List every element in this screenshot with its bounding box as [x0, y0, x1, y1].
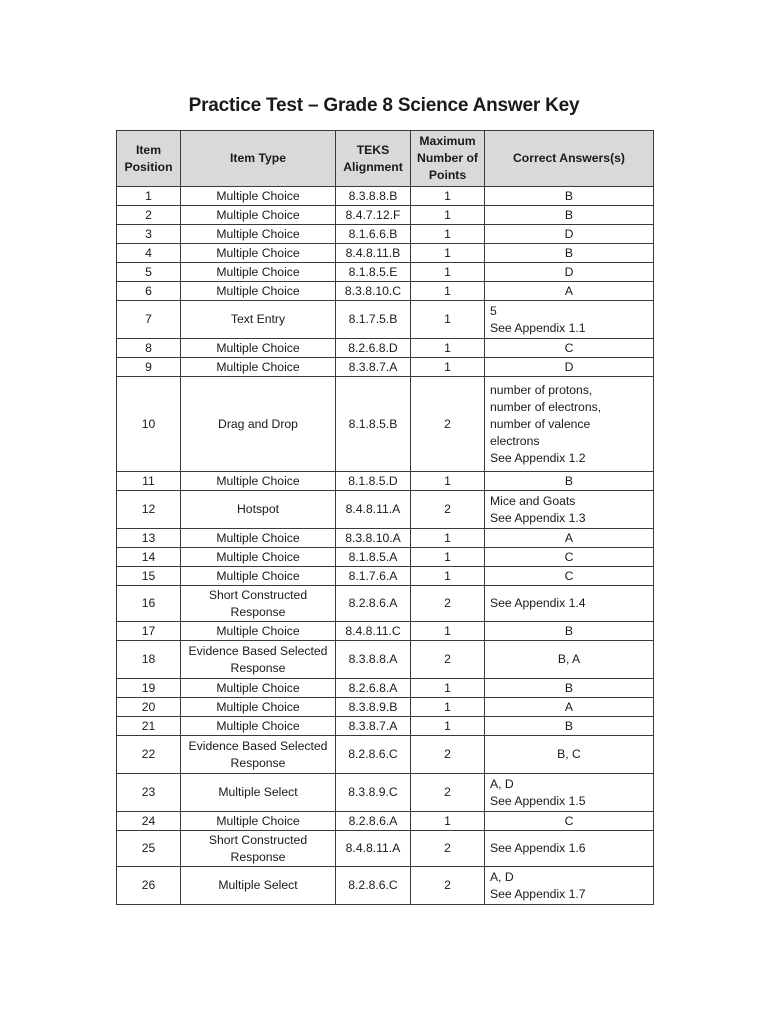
item-position-cell: 13: [117, 529, 181, 548]
item-type-line: Multiple Choice: [216, 699, 300, 714]
table-row: [117, 377, 654, 472]
header-item-type: Item Type: [181, 131, 336, 187]
correct-answer-line: A: [564, 530, 574, 545]
item-position-cell: 8: [117, 339, 181, 358]
item-position-cell: 16: [117, 586, 181, 622]
table-row: [117, 567, 654, 586]
item-type-line: Hotspot: [236, 502, 279, 516]
item-type-line: Multiple Choice: [216, 283, 300, 298]
teks-alignment-cell: 8.2.8.6.A: [336, 812, 411, 831]
correct-answer-cell: [485, 225, 654, 244]
correct-answer-cell: [485, 301, 654, 339]
correct-answer-cell: [485, 206, 654, 225]
item-type-cell: [181, 586, 336, 622]
correct-answer-cell: [485, 867, 654, 905]
table-row: [117, 717, 654, 736]
maximum-points-cell: 1: [411, 567, 485, 586]
item-type-line: Multiple Select: [218, 878, 298, 892]
item-type-line: Multiple Choice: [216, 226, 300, 241]
maximum-points-cell: 1: [411, 622, 485, 641]
item-type-cell: [181, 867, 336, 905]
maximum-points-cell: 2: [411, 641, 485, 679]
maximum-points-cell: 2: [411, 736, 485, 774]
correct-answer-line: B, C: [557, 747, 581, 761]
item-type-line: Response: [230, 849, 286, 864]
item-position-cell: 25: [117, 831, 181, 867]
teks-alignment-cell: 8.3.8.10.C: [336, 282, 411, 301]
correct-answer-cell: [485, 263, 654, 282]
correct-answer-cell: [485, 774, 654, 812]
item-type-line: Multiple Select: [218, 785, 298, 799]
teks-alignment-cell: 8.2.6.8.A: [336, 679, 411, 698]
maximum-points-cell: 1: [411, 263, 485, 282]
item-type-cell: [181, 206, 336, 225]
header-maximum-points: Maximum Number of Points: [411, 131, 485, 187]
item-position-cell: 7: [117, 301, 181, 339]
maximum-points-cell: 1: [411, 812, 485, 831]
table-header: [117, 131, 654, 187]
item-type-line: Multiple Choice: [216, 188, 300, 203]
item-type-cell: [181, 225, 336, 244]
item-type-line: Multiple Choice: [216, 264, 300, 279]
maximum-points-cell: 2: [411, 831, 485, 867]
table-row: [117, 622, 654, 641]
table-row: [117, 282, 654, 301]
item-type-cell: [181, 339, 336, 358]
item-type-line: Response: [230, 755, 286, 770]
item-type-line: Multiple Choice: [216, 813, 300, 828]
maximum-points-cell: 2: [411, 586, 485, 622]
maximum-points-cell: 1: [411, 358, 485, 377]
item-type-cell: [181, 698, 336, 717]
item-position-cell: 10: [117, 377, 181, 472]
correct-answer-cell: [485, 586, 654, 622]
teks-alignment-cell: 8.2.6.8.D: [336, 339, 411, 358]
teks-alignment-cell: 8.3.8.10.A: [336, 529, 411, 548]
correct-answer-cell: [485, 567, 654, 586]
item-type-line: Multiple Choice: [216, 340, 300, 355]
maximum-points-cell: 1: [411, 698, 485, 717]
correct-answer-line: See Appendix 1.2: [490, 450, 586, 465]
item-position-cell: 5: [117, 263, 181, 282]
maximum-points-cell: 2: [411, 867, 485, 905]
correct-answer-line: See Appendix 1.1: [490, 320, 586, 335]
item-position-cell: 3: [117, 225, 181, 244]
correct-answer-line: C: [564, 568, 574, 583]
item-position-cell: 23: [117, 774, 181, 812]
correct-answer-cell: [485, 358, 654, 377]
table-row: [117, 641, 654, 679]
item-type-line: Evidence Based Selected: [188, 738, 328, 753]
correct-answer-line: B: [564, 245, 574, 260]
correct-answer-cell: [485, 548, 654, 567]
maximum-points-cell: 2: [411, 377, 485, 472]
item-position-cell: 9: [117, 358, 181, 377]
teks-alignment-cell: 8.1.8.5.E: [336, 263, 411, 282]
table-row: [117, 263, 654, 282]
maximum-points-cell: 1: [411, 717, 485, 736]
teks-alignment-cell: 8.1.8.5.A: [336, 548, 411, 567]
correct-answer-line: B: [564, 188, 574, 203]
correct-answer-line: C: [564, 549, 574, 564]
correct-answer-line: C: [564, 340, 574, 355]
teks-alignment-cell: 8.1.8.5.B: [336, 377, 411, 472]
table-row: [117, 301, 654, 339]
item-position-cell: 20: [117, 698, 181, 717]
teks-alignment-cell: 8.1.8.5.D: [336, 472, 411, 491]
item-type-cell: [181, 377, 336, 472]
maximum-points-cell: 1: [411, 187, 485, 206]
item-type-line: Multiple Choice: [216, 473, 300, 488]
item-position-cell: 21: [117, 717, 181, 736]
correct-answer-line: A, D: [490, 776, 514, 791]
table-row: [117, 225, 654, 244]
teks-alignment-cell: 8.3.8.8.B: [336, 187, 411, 206]
correct-answer-line: 5: [490, 303, 497, 318]
item-type-cell: [181, 282, 336, 301]
teks-alignment-cell: 8.2.8.6.A: [336, 586, 411, 622]
correct-answer-cell: [485, 679, 654, 698]
maximum-points-cell: 1: [411, 679, 485, 698]
table-row: [117, 244, 654, 263]
item-type-cell: [181, 622, 336, 641]
table-row: [117, 548, 654, 567]
item-type-cell: [181, 301, 336, 339]
maximum-points-cell: 1: [411, 339, 485, 358]
teks-alignment-cell: 8.4.8.11.C: [336, 622, 411, 641]
correct-answer-line: Mice and Goats: [490, 493, 576, 508]
item-type-line: Text Entry: [230, 312, 286, 326]
item-type-cell: [181, 263, 336, 282]
table-row: [117, 187, 654, 206]
teks-alignment-cell: 8.3.8.7.A: [336, 358, 411, 377]
correct-answer-cell: [485, 244, 654, 263]
item-position-cell: 1: [117, 187, 181, 206]
table-row: [117, 774, 654, 812]
correct-answer-cell: [485, 698, 654, 717]
table-row: [117, 812, 654, 831]
correct-answer-line: A: [564, 699, 574, 714]
table-row: [117, 206, 654, 225]
header-teks-alignment: TEKS Alignment: [336, 131, 411, 187]
header-row: [117, 131, 654, 187]
item-type-cell: [181, 641, 336, 679]
item-type-cell: [181, 548, 336, 567]
correct-answer-line: D: [564, 359, 574, 374]
correct-answer-line: B: [564, 718, 574, 733]
correct-answer-line: See Appendix 1.7: [490, 886, 586, 901]
correct-answer-line: number of electrons,: [490, 399, 602, 414]
teks-alignment-cell: 8.4.8.11.B: [336, 244, 411, 263]
answer-key-table: [116, 130, 654, 905]
table-row: [117, 679, 654, 698]
table-row: [117, 339, 654, 358]
correct-answer-line: B: [564, 680, 574, 695]
correct-answer-line: C: [564, 813, 574, 828]
correct-answer-line: number of valence: [490, 416, 591, 431]
teks-alignment-cell: 8.1.7.6.A: [336, 567, 411, 586]
correct-answer-cell: [485, 377, 654, 472]
item-type-line: Evidence Based Selected: [188, 643, 328, 658]
item-position-cell: 12: [117, 491, 181, 529]
maximum-points-cell: 1: [411, 301, 485, 339]
maximum-points-cell: 2: [411, 774, 485, 812]
item-type-cell: [181, 529, 336, 548]
header-item-position: Item Position: [117, 131, 181, 187]
correct-answer-line: See Appendix 1.5: [490, 793, 586, 808]
maximum-points-cell: 1: [411, 529, 485, 548]
maximum-points-cell: 1: [411, 282, 485, 301]
maximum-points-cell: 1: [411, 206, 485, 225]
correct-answer-cell: [485, 622, 654, 641]
correct-answer-line: D: [564, 264, 574, 279]
item-position-cell: 11: [117, 472, 181, 491]
correct-answer-line: number of protons,: [490, 382, 593, 397]
page-title: Practice Test – Grade 8 Science Answer Key: [188, 95, 580, 116]
correct-answer-cell: [485, 736, 654, 774]
correct-answer-cell: [485, 472, 654, 491]
item-type-line: Drag and Drop: [218, 416, 298, 431]
teks-alignment-cell: 8.4.8.11.A: [336, 831, 411, 867]
item-position-cell: 18: [117, 641, 181, 679]
item-type-line: Multiple Choice: [216, 359, 300, 374]
item-type-line: Multiple Choice: [216, 549, 300, 564]
item-type-cell: [181, 358, 336, 377]
table-row: [117, 491, 654, 529]
teks-alignment-cell: 8.1.7.5.B: [336, 301, 411, 339]
table-body: [117, 187, 654, 905]
table-row: [117, 831, 654, 867]
correct-answer-cell: [485, 282, 654, 301]
item-type-cell: [181, 812, 336, 831]
correct-answer-cell: [485, 641, 654, 679]
correct-answer-cell: [485, 717, 654, 736]
maximum-points-cell: 1: [411, 548, 485, 567]
item-position-cell: 15: [117, 567, 181, 586]
correct-answer-cell: [485, 529, 654, 548]
item-position-cell: 4: [117, 244, 181, 263]
item-type-cell: [181, 679, 336, 698]
maximum-points-cell: 1: [411, 225, 485, 244]
table-row: [117, 698, 654, 717]
item-type-line: Short Constructed: [208, 587, 308, 602]
item-position-cell: 24: [117, 812, 181, 831]
item-position-cell: 6: [117, 282, 181, 301]
maximum-points-cell: 1: [411, 472, 485, 491]
item-type-cell: [181, 491, 336, 529]
item-type-cell: [181, 567, 336, 586]
table-row: [117, 586, 654, 622]
teks-alignment-cell: 8.2.8.6.C: [336, 736, 411, 774]
correct-answer-line: See Appendix 1.3: [490, 510, 586, 525]
table-row: [117, 358, 654, 377]
correct-answer-line: electrons: [490, 433, 540, 448]
item-type-line: Multiple Choice: [216, 623, 300, 638]
item-position-cell: 2: [117, 206, 181, 225]
item-type-line: Multiple Choice: [216, 718, 300, 733]
header-correct-answers: Correct Answers(s): [485, 131, 654, 187]
teks-alignment-cell: 8.3.8.9.B: [336, 698, 411, 717]
correct-answer-cell: [485, 491, 654, 529]
correct-answer-line: A, D: [490, 869, 514, 884]
maximum-points-cell: 1: [411, 244, 485, 263]
item-type-cell: [181, 831, 336, 867]
item-type-cell: [181, 774, 336, 812]
item-type-line: Multiple Choice: [216, 207, 300, 222]
item-type-line: Multiple Choice: [216, 245, 300, 260]
correct-answer-line: See Appendix 1.4: [490, 596, 586, 610]
teks-alignment-cell: 8.2.8.6.C: [336, 867, 411, 905]
teks-alignment-cell: 8.1.6.6.B: [336, 225, 411, 244]
item-type-line: Multiple Choice: [216, 530, 300, 545]
teks-alignment-cell: 8.3.8.7.A: [336, 717, 411, 736]
correct-answer-cell: [485, 187, 654, 206]
teks-alignment-cell: 8.4.7.12.F: [336, 206, 411, 225]
item-type-cell: [181, 187, 336, 206]
correct-answer-cell: [485, 339, 654, 358]
table-row: [117, 867, 654, 905]
table-row: [117, 736, 654, 774]
correct-answer-cell: [485, 831, 654, 867]
teks-alignment-cell: 8.4.8.11.A: [336, 491, 411, 529]
correct-answer-line: B: [564, 623, 574, 638]
item-type-line: Multiple Choice: [216, 680, 300, 695]
item-type-line: Response: [230, 604, 286, 619]
item-position-cell: 17: [117, 622, 181, 641]
item-type-cell: [181, 717, 336, 736]
item-position-cell: 26: [117, 867, 181, 905]
correct-answer-line: B: [564, 207, 574, 222]
item-type-line: Multiple Choice: [216, 568, 300, 583]
correct-answer-line: A: [564, 283, 574, 298]
correct-answer-line: D: [564, 226, 574, 241]
correct-answer-line: See Appendix 1.6: [490, 841, 586, 855]
item-type-cell: [181, 736, 336, 774]
item-position-cell: 19: [117, 679, 181, 698]
teks-alignment-cell: 8.3.8.8.A: [336, 641, 411, 679]
item-type-line: Short Constructed: [208, 832, 308, 847]
table-row: [117, 472, 654, 491]
item-type-line: Response: [230, 660, 286, 675]
item-position-cell: 22: [117, 736, 181, 774]
item-type-cell: [181, 244, 336, 263]
item-type-cell: [181, 472, 336, 491]
item-position-cell: 14: [117, 548, 181, 567]
maximum-points-cell: 2: [411, 491, 485, 529]
table-row: [117, 529, 654, 548]
teks-alignment-cell: 8.3.8.9.C: [336, 774, 411, 812]
correct-answer-cell: [485, 812, 654, 831]
correct-answer-line: B, A: [557, 652, 581, 666]
correct-answer-line: B: [564, 473, 574, 488]
